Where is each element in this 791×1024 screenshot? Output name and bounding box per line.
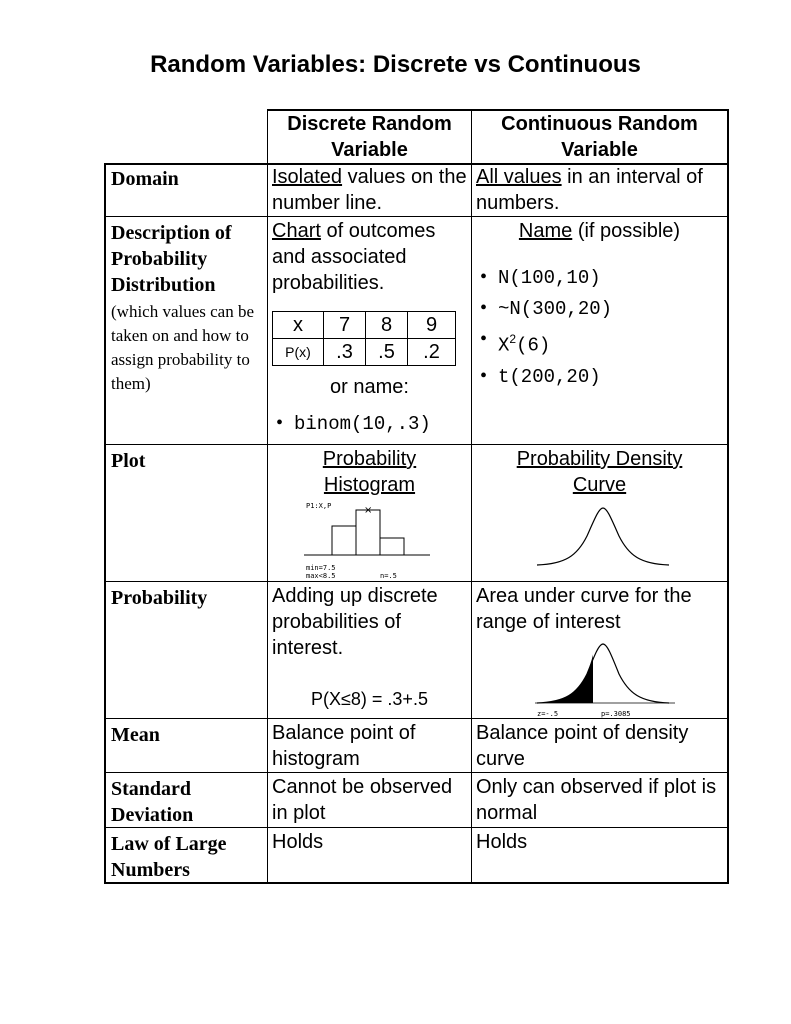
probability-discrete: Adding up discrete probabilities of interest. [272,585,438,659]
lln-continuous: Holds [476,831,528,853]
bullet-icon: • [480,297,488,319]
svg-text:z=-.5: z=-.5 [537,710,559,718]
header-discrete: Discrete Random Variable [287,113,452,161]
list-item: • N(100,10) [476,262,723,293]
svg-text:P1:X,P: P1:X,P [306,502,332,510]
distribution-table [272,311,456,366]
histogram-plot [300,498,440,584]
row-label-plot: Plot [111,450,146,472]
header-continuous: Continuous Random Variable [501,113,698,161]
area-curve-plot [535,632,675,718]
domain-continuous: All values in an interval of numbers. [476,166,703,214]
list-item: • binom(10,.3) [272,408,467,439]
list-item: • ~N(300,20) [476,293,723,324]
table-row: P(x) .3 .5 .2 [273,339,456,366]
row-label-probability: Probability [111,587,208,609]
lln-discrete: Holds [272,831,324,853]
svg-text:n=.5: n=.5 [380,572,397,580]
bullet-icon: • [480,266,488,288]
svg-text:×: × [364,505,373,516]
plot-discrete-label: Probability Histogram [322,448,417,496]
svg-text:min=7.5: min=7.5 [306,564,336,572]
sd-continuous: Only can observed if plot is normal [476,776,717,824]
plot-continuous-label: Probability Density Curve [516,448,683,496]
bullet-icon: • [480,364,488,387]
svg-text:p=.3085: p=.3085 [601,710,631,718]
description-discrete: Chart of outcomes and associated probabilities. x 7 8 9 P(x) .3 .5 .2 or name: • binom(10,.3) [268,218,471,439]
svg-text:max<8.5: max<8.5 [306,572,336,580]
row-label-lln: Law of Large Numbers [111,833,227,881]
row-label-domain: Domain [111,168,179,190]
row-label-description: Description of Probability Distribution (which values can be taken on and how to assign probability to them) [106,218,267,398]
bullet-icon: • [276,412,284,434]
domain-discrete: Isolated values on the number line. [272,166,467,214]
mean-continuous: Balance point of density curve [476,722,689,770]
page-title: Random Variables: Discrete vs Continuous [150,51,641,78]
bullet-icon: • [480,328,488,350]
table-row: x 7 8 9 [273,312,456,339]
probability-continuous: Area under curve for the range of interest [476,585,692,633]
or-name-label: or name: [330,376,409,398]
row-label-sd: Standard Deviation [111,778,194,826]
list-item: • t(200,20) [476,361,723,392]
description-note: (which values can be taken on and how to assign probability to them) [111,302,255,393]
sd-discrete: Cannot be observed in plot [272,776,453,824]
mean-discrete: Balance point of histogram [272,722,416,770]
description-continuous: Name (if possible) • N(100,10) • ~N(300,20) • $X^2(6)$ • t(200,20) [472,218,727,392]
list-item: • $X^2(6)$ [476,324,723,361]
density-curve-plot [535,500,675,570]
probability-formula: P(X≤8) = .3+.5 [311,689,428,709]
row-label-mean: Mean [111,724,160,746]
